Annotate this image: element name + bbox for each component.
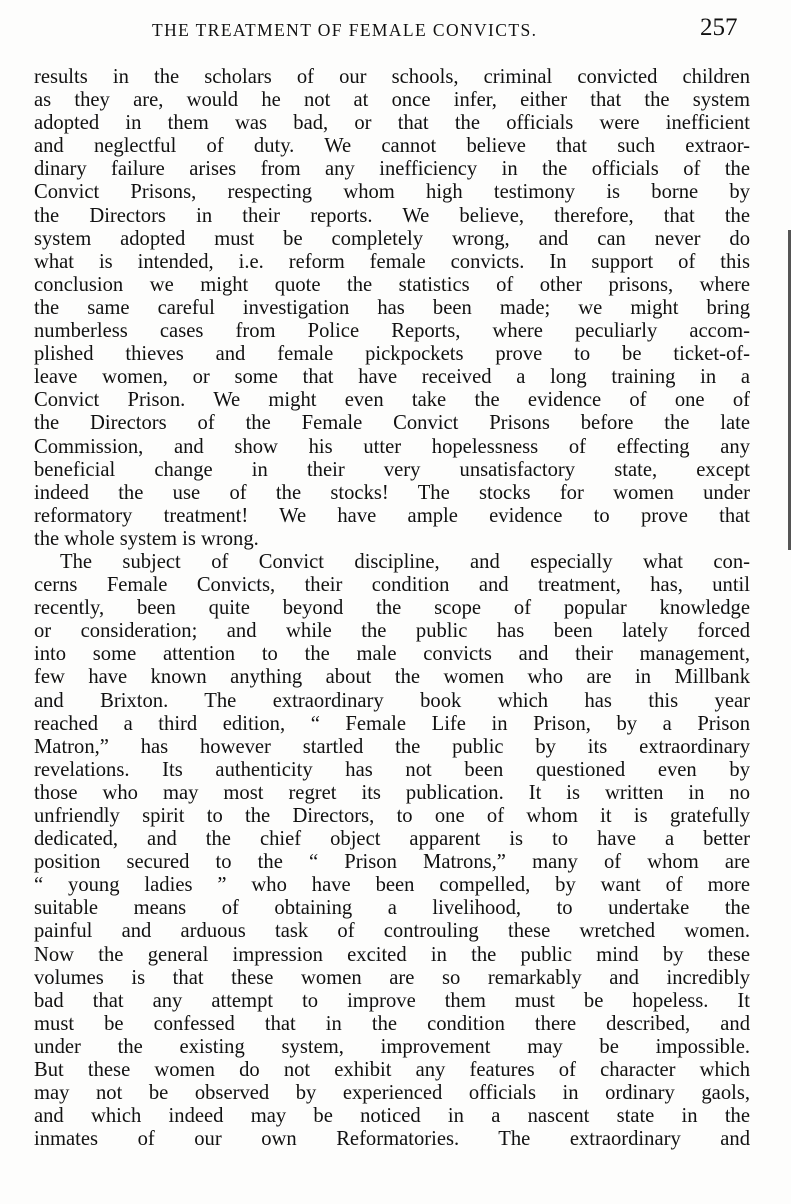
running-head — [0, 14, 791, 48]
text-line: volumes is that these women are so remarkably and incredibly — [34, 966, 750, 989]
text-line: under the existing system, improvement may be impossible. — [34, 1035, 750, 1058]
text-line: revelations. Its authenticity has not been questioned even by — [34, 758, 750, 781]
text-line: results in the scholars of our schools, criminal convicted children — [34, 66, 750, 88]
page-number: 257 — [700, 14, 738, 41]
text-line: reached a third edition, “ Female Life in Prison, by a Prison — [34, 712, 750, 735]
paragraph-end-line: the whole system is wrong. — [34, 527, 259, 550]
text-line: cerns Female Convicts, their condition and treatment, has, until — [34, 574, 750, 597]
text-line: reformatory treatment! We have ample evidence to prove that — [34, 504, 750, 527]
text-line: and neglectful of duty. We cannot believe that such extraor- — [34, 135, 750, 158]
text-line: into some attention to the male convicts and their management, — [34, 643, 750, 666]
text-line: dinary failure arises from any inefficiency in the officials of the — [34, 158, 750, 181]
text-line: inmates of our own Reformatories. The extraordinary and — [34, 1128, 750, 1151]
text-line: few have known anything about the women who are in Millbank — [34, 666, 750, 689]
text-line: those who may most regret its publication. It is written in no — [34, 781, 750, 804]
text-line: and Brixton. The extraordinary book which has this year — [34, 689, 750, 712]
text-line: recently, been quite beyond the scope of popular knowledge — [34, 597, 750, 620]
text-line: Commission, and show his utter hopelessness of effecting any — [34, 435, 750, 458]
text-line: unfriendly spirit to the Directors, to one of whom it is gratefully — [34, 805, 750, 827]
text-line: position secured to the “ Prison Matrons,” many of whom are — [34, 851, 750, 874]
text-line: beneficial change in their very unsatisfactory state, except — [34, 458, 750, 481]
text-line: Now the general impression excited in the public mind by these — [34, 943, 750, 966]
text-line: the same careful investigation has been made; we might bring — [34, 296, 750, 319]
text-line: bad that any attempt to improve them must be hopeless. It — [34, 989, 750, 1012]
text-line: system adopted must be completely wrong, and can never do — [34, 227, 750, 250]
text-line: Convict Prisons, respecting whom high testimony is borne by — [34, 181, 750, 204]
paragraph-first-line: The subject of Convict discipline, and especially what con- — [60, 550, 750, 573]
text-line: Matron,” has however startled the public by its extraordinary — [34, 735, 750, 758]
text-line: dedicated, and the chief object apparent is to have a better — [34, 828, 750, 851]
text-line: or consideration; and while the public has been lately forced — [34, 620, 750, 643]
text-line: “ young ladies ” who have been compelled, by want of more — [34, 874, 750, 897]
text-line: the Directors of the Female Convict Prisons before the late — [34, 412, 750, 435]
text-line: must be confessed that in the condition there described, and — [34, 1012, 750, 1035]
text-line: plished thieves and female pickpockets prove to be ticket-of- — [34, 343, 750, 366]
running-title: THE TREATMENT OF FEMALE CONVICTS. — [152, 20, 538, 40]
body-text — [34, 66, 750, 1151]
text-line: leave women, or some that have received a long training in a — [34, 366, 750, 389]
text-line: numberless cases from Police Reports, where peculiarly accom- — [34, 320, 750, 343]
text-line: Convict Prison. We might even take the evidence of one of — [34, 389, 750, 412]
text-line: conclusion we might quote the statistics of other prisons, where — [34, 273, 750, 296]
text-line: what is intended, i.e. reform female convicts. In support of this — [34, 250, 750, 273]
text-line: adopted in them was bad, or that the officials were inefficient — [34, 112, 750, 135]
text-line: But these women do not exhibit any features of character which — [34, 1059, 750, 1082]
text-line: indeed the use of the stocks! The stocks for women under — [34, 481, 750, 504]
text-line: and which indeed may be noticed in a nascent state in the — [34, 1105, 750, 1128]
text-line: suitable means of obtaining a livelihood, to undertake the — [34, 897, 750, 920]
text-line: as they are, would he not at once infer, either that the system — [34, 89, 750, 112]
text-line: the Directors in their reports. We believe, therefore, that the — [34, 204, 750, 227]
text-line: may not be observed by experienced officials in ordinary gaols, — [34, 1082, 750, 1105]
text-line: painful and arduous task of controuling these wretched women. — [34, 920, 750, 943]
